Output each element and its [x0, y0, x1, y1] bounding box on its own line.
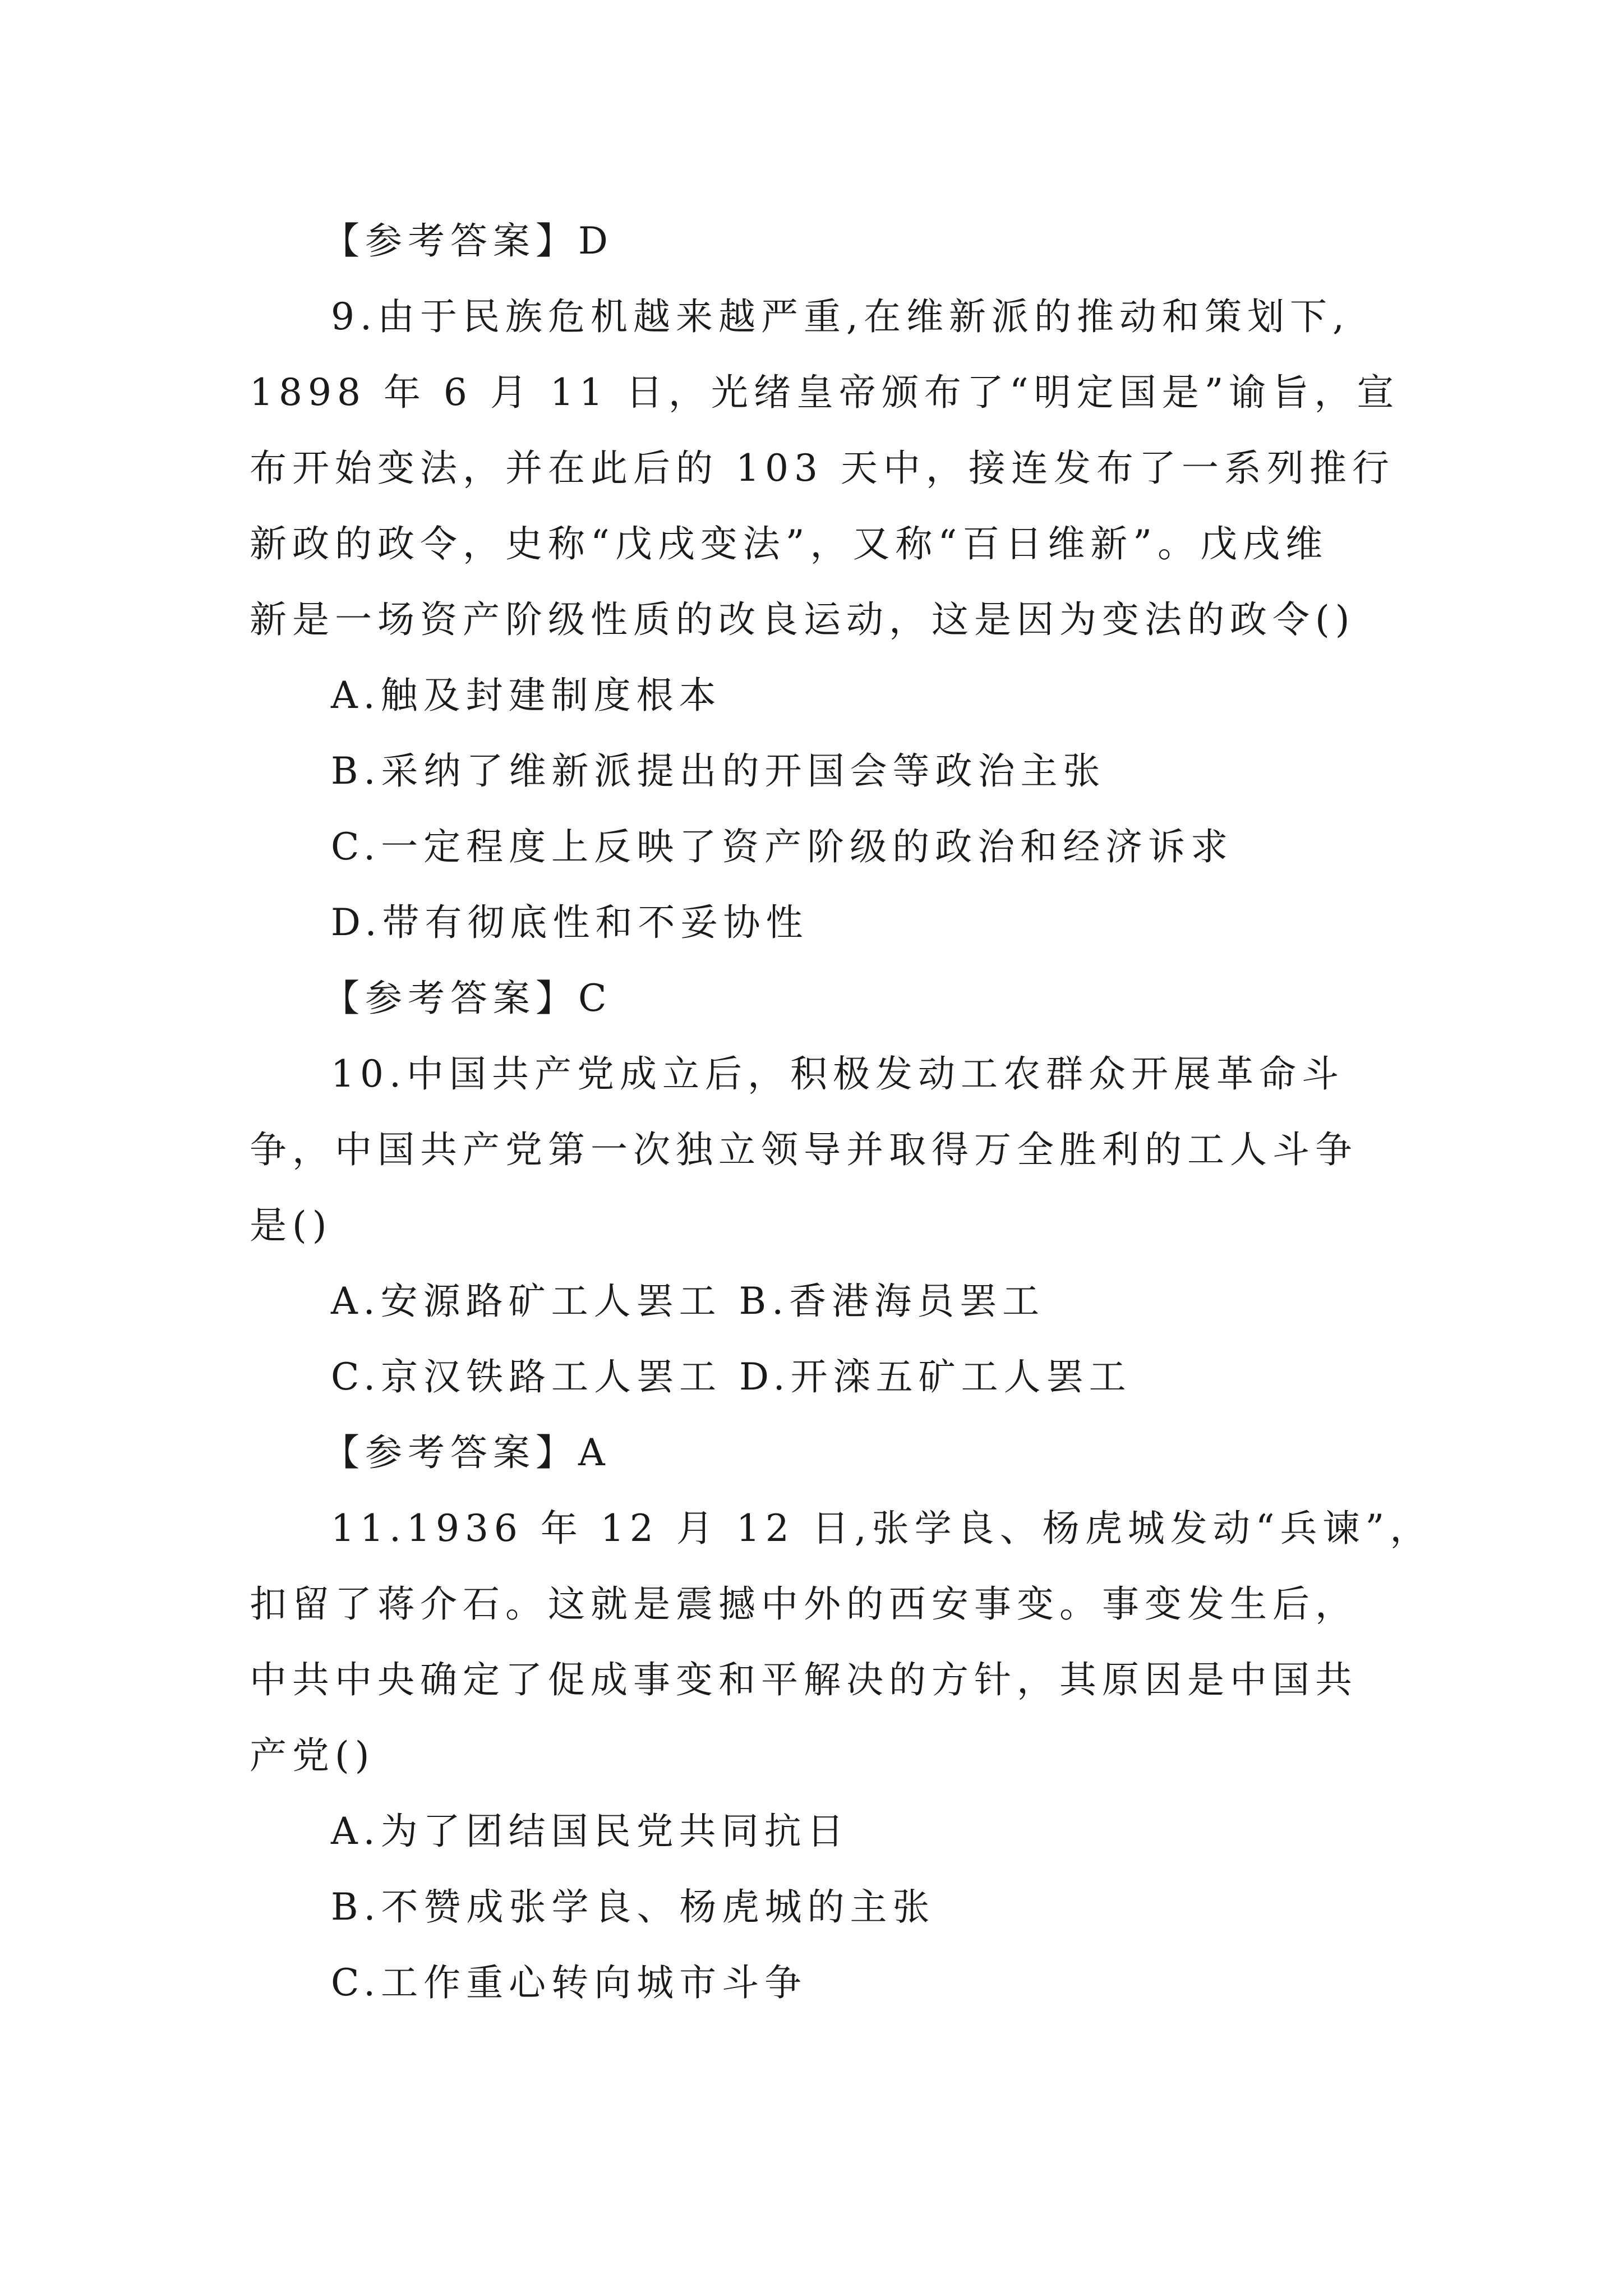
question-11-line: 产党()	[250, 1734, 375, 1777]
option-line: A.安源路矿工人罢工 B.香港海员罢工	[331, 1280, 1045, 1323]
question-10-line: 是()	[250, 1204, 333, 1247]
question-11-line: 中共中央确定了促成事变和平解决的方针，其原因是中国共	[250, 1658, 1358, 1701]
option-line: A.触及封建制度根本	[331, 674, 722, 717]
question-9-line: 1898 年 6 月 11 日，光绪皇帝颁布了“明定国是”谕旨，宣	[250, 371, 1400, 414]
question-11-line: 扣留了蒋介石。这就是震撼中外的西安事变。事变发生后，	[250, 1582, 1358, 1626]
option-line: B.不赞成张学良、杨虎城的主张	[331, 1885, 935, 1929]
option-line: C.京汉铁路工人罢工 D.开滦五矿工人罢工	[331, 1355, 1132, 1398]
question-9-line: 布开始变法，并在此后的 103 天中，接连发布了一系列推行	[250, 447, 1395, 490]
option-line: D.带有彻底性和不妥协性	[331, 901, 809, 944]
answer-line: 【参考答案】C	[322, 977, 612, 1020]
question-9-line: 新是一场资产阶级性质的改良运动，这是因为变法的政令()	[250, 598, 1355, 641]
question-9-line: 9.由于民族危机越来越严重,在维新派的推动和策划下,	[331, 295, 1350, 338]
option-line: C.一定程度上反映了资产阶级的政治和经济诉求	[331, 825, 1234, 868]
question-11-line: 11.1936 年 12 月 12 日,张学良、杨虎城发动“兵谏”，	[331, 1507, 1433, 1550]
question-9-line: 新政的政令，史称“戊戌变法”，又称“百日维新”。戊戌维	[250, 522, 1328, 565]
question-10-line: 争，中国共产党第一次独立领导并取得万全胜利的工人斗争	[250, 1128, 1358, 1171]
question-10-line: 10.中国共产党成立后，积极发动工农群众开展革命斗	[331, 1052, 1344, 1096]
answer-line: 【参考答案】D	[322, 219, 614, 263]
answer-line: 【参考答案】A	[322, 1431, 611, 1474]
option-line: C.工作重心转向城市斗争	[331, 1961, 808, 2004]
option-line: A.为了团结国民党共同抗日	[331, 1810, 850, 1853]
option-line: B.采纳了维新派提出的开国会等政治主张	[331, 749, 1106, 793]
